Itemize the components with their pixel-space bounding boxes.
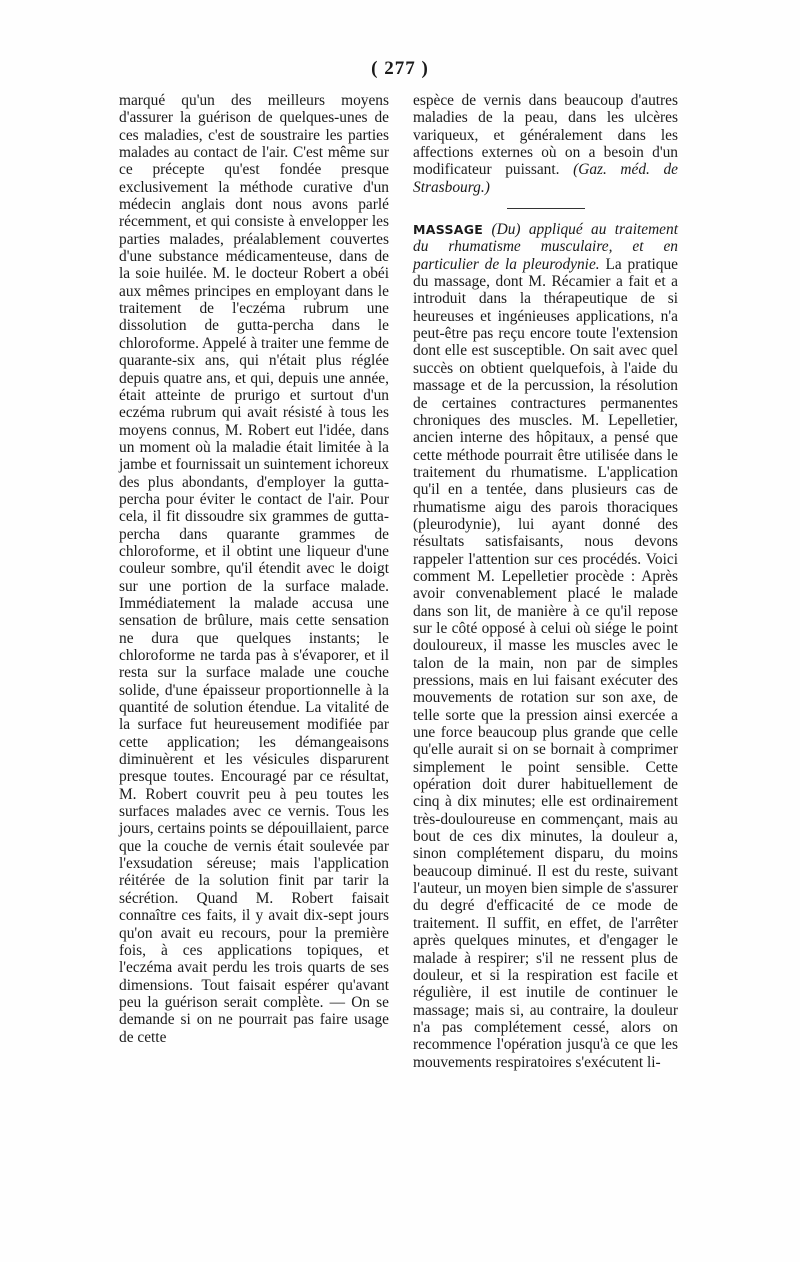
entry-heading: MASSAGE <box>413 222 484 238</box>
previous-entry-continuation <box>413 92 678 196</box>
left-column <box>119 92 389 1046</box>
page-number: ( 277 ) <box>371 58 429 79</box>
section-divider <box>507 208 585 209</box>
left-column-text: marqué qu'un des meilleurs moyens d'assurer la guérison de quelques-unes de ces maladies, c'est de soustraire les parties malades au contact de l'air. C'est même sur ce précepte qu'est fondée presque exclusivement la méthode curative d'un médecin anglais dont nous avons parlé récemment, et qui consiste à envelopper les parties malades, préalablement couvertes d'une substance médicamenteuse, dans de la soie huilée. M. le docteur Robert a obéi aux mêmes principes en employant dans le traitement de l'eczéma rubrum une dissolution de gutta-percha dans le chloroforme. Appelé à traiter une femme de quarante-six ans, qui n'était plus réglée depuis quatre ans, et qui, depuis une année, était atteinte de prurigo et surtout d'un eczéma rubrum qui avait résisté à tous les moyens connus, M. Robert eut l'idée, dans un moment où la maladie était limitée à la jambe et fournissait un suintement ichoreux des plus abondants, d'employer la gutta-percha pour éviter le contact de l'air. Pour cela, il fit dissoudre six grammes de gutta-percha dans quarante grammes de chloroforme, et il obtint une liqueur d'une couleur sombre, qu'il étendit avec le doigt sur une portion de la surface malade. Immédiatement la malade accusa une sensation de brûlure, mais cette sensation ne dura que quelques instants; le chloroforme ne tarda pas à s'évaporer, et il resta sur la surface malade une couche solide, d'une épaisseur proportionnelle à la quantité de solution étendue. La vitalité de la surface fut heureusement modifiée par cette application; les démangeaisons diminuèrent et les vésicules disparurent presque toutes. Encouragé par ce résultat, M. Robert couvrit peu à peu toutes les surfaces malades avec ce vernis. Tous les jours, certains points se dépouillaient, parce que la couche de vernis était soulevée par l'exsudation séreuse; mais l'application réitérée de la solution finit par tarir la sécrétion. Quand M. Robert faisait connaître ces faits, il y avait dix-sept jours qu'on avait eu recours, pour la première fois, à ces applications topiques, et l'eczéma avait perdu les trois quarts de ses dimensions. Tout faisait espérer qu'avant peu la guérison serait complète. — On se demande si on ne pourrait pas faire usage de cette <box>119 92 389 1046</box>
right-column <box>413 92 678 1071</box>
entry-body: La pratique du massage, dont M. Récamier a fait et a introduit dans la thérapeutique de si heureuses et ingénieuses applications, n'a peut-être pas reçu encore toute l'extension dont elle est susceptible. On sait avec quel succès on obtient quelquefois, à l'aide du massage et de la percussion, la résolution de certaines contractures permanentes chroniques des muscles. M. Lepelletier, ancien interne des hôpitaux, a pensé que cette méthode pourrait être utilisée dans le traitement du rhumatisme. L'application qu'il en a tentée, dans plusieurs cas de rhumatisme aigu des parois thoraciques (pleurodynie), lui ayant donné des résultats satisfaisants, nous devons rappeler l'attention sur ces procédés. Voici comment M. Lepelletier procède : Après avoir convenablement placé le malade dans son lit, de manière à ce qu'il repose sur le côté opposé à celui où siége le point douloureux, il masse les muscles avec le talon de la main, non par de simples pressions, mais en lui faisant exécuter des mouvements de rotation sur son axe, de telle sorte que la pression ainsi exercée a une force beaucoup plus grande que celle qu'elle aurait si on se bornait à comprimer simplement le point sensible. Cette opération doit durer habituellement de cinq à dix minutes; elle est ordinairement très-douloureuse en commençant, mais au bout de ces dix minutes, la douleur a, sinon complétement disparu, du moins beaucoup diminué. Il est du reste, suivant l'auteur, un moyen bien simple de s'assurer du degré d'efficacité de ce mode de traitement. Il suffit, en effet, de l'arrêter après quelques minutes, et d'engager le malade à respirer; s'il ne ressent plus de douleur, et si la respiration est facile et régulière, il est inutile de continuer le massage; mais si, au contraire, la douleur n'a pas complétement cessé, alors on recommence l'opération jusqu'à ce que les mouvements respiratoires s'exécutent li- <box>413 255 678 1071</box>
continuation-text: espèce de vernis dans beaucoup d'autres maladies de la peau, dans les ulcères variqueux, et généralement dans les affections externes où on a besoin d'un modificateur puissant. <box>413 92 678 179</box>
entry-title: (Du) appliqué au traitement du rhumatisme musculaire, et en particulier de la pleurodynie. <box>413 221 678 273</box>
massage-entry <box>413 221 678 1071</box>
source-citation: (Gaz. méd. de Strasbourg.) <box>413 161 678 196</box>
